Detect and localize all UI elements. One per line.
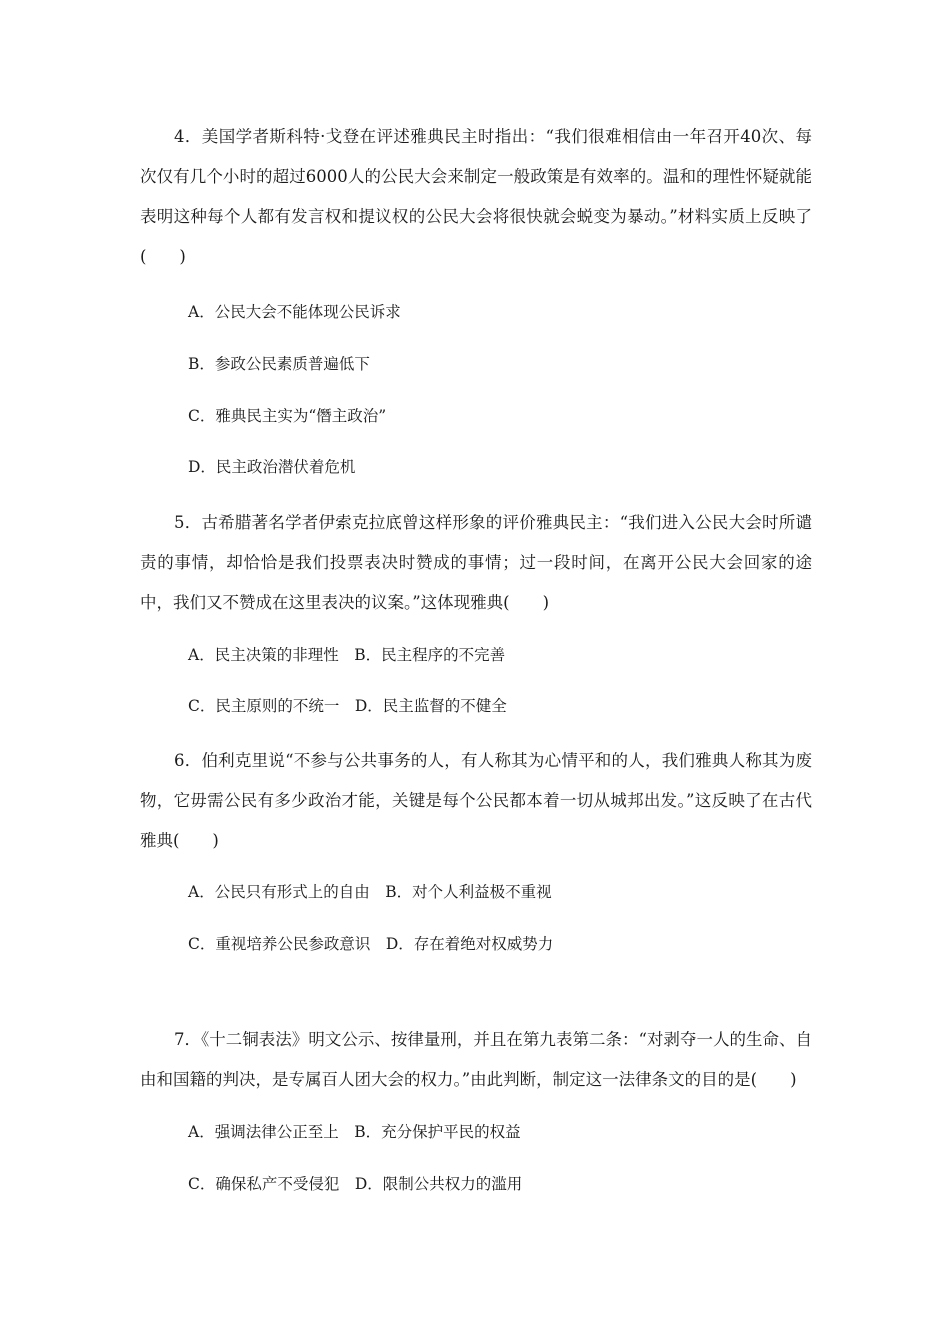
option-a: A．公民大会不能体现公民诉求 — [188, 303, 401, 321]
option-d: D．民主政治潜伏着危机 — [188, 458, 356, 476]
question-stem: 6．伯利克里说“不参与公共事务的人，有人称其为心情平和的人，我们雅典人称其为废物，它毋需公民有多少政治才能，关键是每个公民都本着一切从城邦出发。”这反映了在古代雅典( ) — [140, 751, 812, 850]
option-row-ab: A．民主决策的非理性 B．民主程序的不完善 — [188, 646, 506, 664]
question-stem: 4．美国学者斯科特·戈登在评述雅典民主时指出：“我们很难相信由一年召开40次、每次仅有几个小时的超过6000人的公民大会来制定一般政策是有效率的。温和的理性怀疑就能表明这种每个人都有发言权和提议权的公民大会将很快就会蜕变为暴动。”材料实质上反映了( ) — [140, 127, 812, 266]
option-row-cd: C．重视培养公民参政意识 D．存在着绝对权威势力 — [188, 935, 554, 953]
option-b: B．参政公民素质普遍低下 — [188, 355, 370, 373]
option-row-cd: C．确保私产不受侵犯 D．限制公共权力的滥用 — [188, 1175, 523, 1193]
option-row-ab: A．强调法律公正至上 B．充分保护平民的权益 — [188, 1123, 521, 1141]
question-stem: 5．古希腊著名学者伊索克拉底曾这样形象的评价雅典民主：“我们进入公民大会时所谴责的事情，却恰恰是我们投票表决时赞成的事情；过一段时间，在离开公民大会回家的途中，我们又不赞成在这里表决的议案。”这体现雅典( ) — [140, 513, 812, 612]
option-row-ab: A．公民只有形式上的自由 B．对个人利益极不重视 — [188, 883, 552, 901]
option-row-cd: C．民主原则的不统一 D．民主监督的不健全 — [188, 697, 507, 715]
question-stem: 7．《十二铜表法》明文公示、按律量刑，并且在第九表第二条：“对剥夺一人的生命、自由和国籍的判决，是专属百人团大会的权力。”由此判断，制定这一法律条文的目的是( ) — [140, 1030, 812, 1089]
option-c: C．雅典民主实为“僭主政治” — [188, 407, 387, 425]
